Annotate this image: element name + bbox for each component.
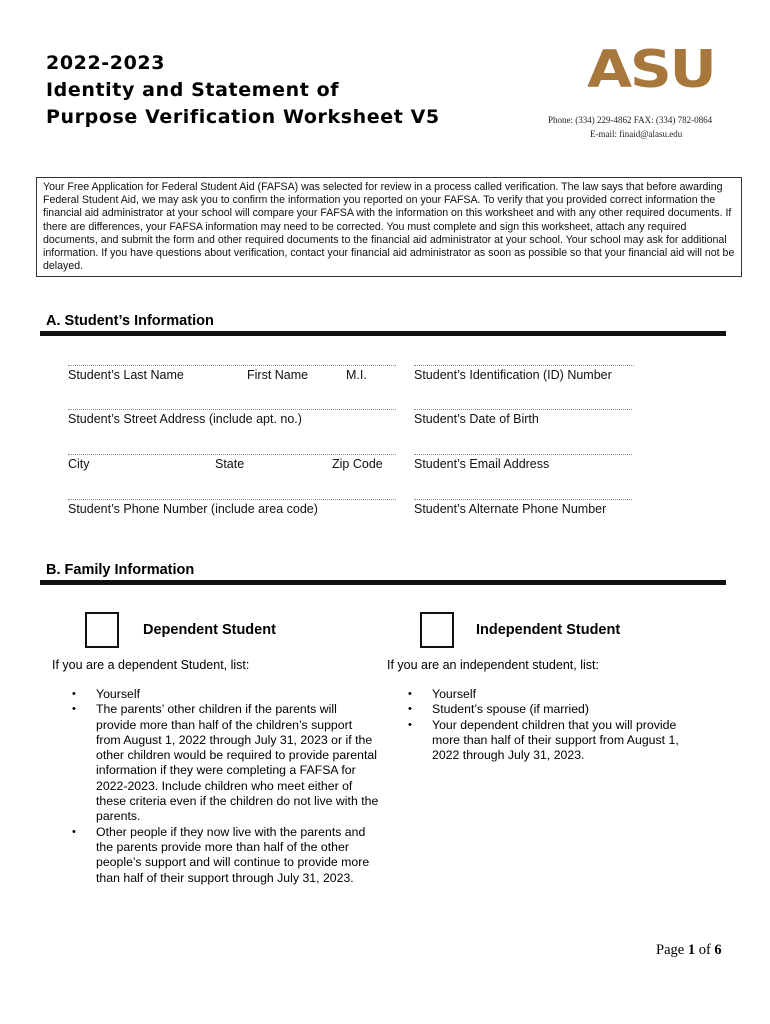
email-line[interactable]	[414, 454, 632, 455]
section-a-rule	[40, 331, 726, 336]
list-item: • Yourself	[62, 687, 380, 702]
list-item: • Your dependent children that you will provide more than half of their support from August 1, 2022 through July 31, 2023.	[398, 718, 690, 764]
contact-email: E-mail: finaid@alasu.edu	[590, 129, 683, 139]
page-number	[656, 942, 722, 959]
phone-line[interactable]	[68, 499, 396, 500]
street-address-label: Student’s Street Address (include apt. no.)	[68, 412, 302, 426]
zip-label: Zip Code	[332, 457, 383, 471]
city-state-zip-line[interactable]	[68, 454, 396, 455]
section-a-heading: A. Student’s Information	[46, 313, 214, 329]
list-item: • The parents’ other children if the parents will provide more than half of the children’s support from August 1, 2022 through July 31, 2023 or if the other children would be required to provide parental information if they were completing a FAFSA for 2022-2023. Include children who meet either of these criteria even if the children do not live with the parents.	[62, 702, 380, 824]
independent-intro: If you are an independent student, list:	[387, 658, 599, 672]
state-label: State	[215, 457, 245, 471]
dependent-student-checkbox[interactable]	[85, 612, 119, 648]
student-id-label: Student’s Identification (ID) Number	[414, 368, 612, 382]
independent-list	[398, 687, 690, 763]
dependent-list	[62, 687, 380, 886]
independent-student-checkbox[interactable]	[420, 612, 454, 648]
last-name-line[interactable]	[68, 365, 396, 366]
section-b-heading: B. Family Information	[46, 562, 195, 578]
page-total: 6	[714, 942, 722, 958]
section-b-rule	[40, 580, 726, 585]
city-label: City	[68, 457, 90, 471]
mi-label: M.I.	[346, 368, 367, 382]
verification-intro-text: Your Free Application for Federal Student Aid (FAFSA) was selected for review in a process called verification. The law says that before awarding Federal Student Aid, we may ask you to confirm the information you reported on your FAFSA. To verify that you provided correct information the financial aid administrator at your school will compare your FAFSA with the information on this worksheet and with any other required documents. If there are differences, your FAFSA information may need to be corrected. You must complete and sign this worksheet, attach any required documents, and submit the form and other required documents to the financial aid administrator at your school. Your school may ask for additional information. If you have questions about verification, contact your financial aid administrator as soon as possible so that your financial aid will not be delayed.	[43, 181, 735, 273]
dependent-intro: If you are a dependent Student, list:	[52, 658, 250, 672]
first-name-label: First Name	[247, 368, 309, 382]
last-name-label: Student’s Last Name	[68, 368, 184, 382]
independent-student-title: Independent Student	[476, 622, 621, 638]
worksheet-year: 2022-2023	[46, 52, 166, 74]
list-item: • Yourself	[398, 687, 690, 702]
page-label: Page	[656, 942, 688, 958]
verification-intro-box	[36, 177, 742, 277]
phone-label: Student’s Phone Number (include area code)	[68, 502, 318, 516]
street-address-line[interactable]	[68, 409, 396, 410]
student-id-line[interactable]	[414, 365, 634, 366]
dependent-student-title: Dependent Student	[143, 622, 276, 638]
worksheet-title-line2: Purpose Verification Worksheet V5	[46, 106, 440, 128]
contact-phone-fax: Phone: (334) 229-4862 FAX: (334) 782-0864	[548, 115, 713, 125]
page-of: of	[695, 942, 715, 958]
email-label: Student’s Email Address	[414, 457, 550, 471]
alt-phone-line[interactable]	[414, 499, 632, 500]
asu-logo: ASU	[587, 40, 715, 100]
list-item: • Other people if they now live with the parents and the parents provide more than half of the other people’s support and will continue to provide more than half of their support through July 31, 2023.	[62, 825, 380, 886]
worksheet-title-line1: Identity and Statement of	[46, 79, 340, 101]
list-item: • Student’s spouse (if married)	[398, 702, 690, 717]
alt-phone-label: Student’s Alternate Phone Number	[414, 502, 607, 516]
dob-line[interactable]	[414, 409, 632, 410]
dob-label: Student’s Date of Birth	[414, 412, 539, 426]
page-current: 1	[687, 942, 696, 958]
